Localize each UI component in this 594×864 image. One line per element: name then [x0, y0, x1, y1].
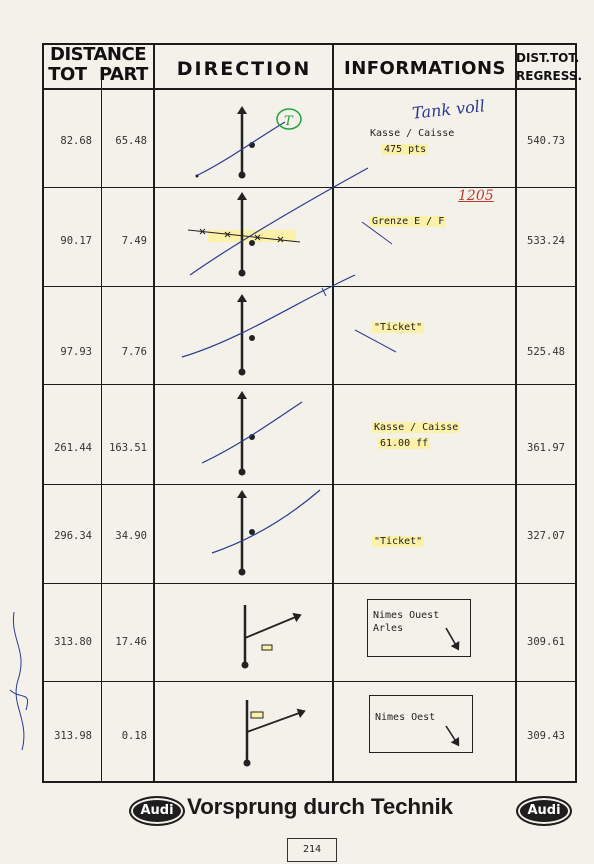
- footer-slogan: Vorsprung durch Technik: [187, 794, 453, 819]
- handwritten-tank-note: Tank voll: [411, 96, 486, 123]
- audi-logo-right: Audi: [516, 796, 572, 826]
- row-7-info-line-1: Nimes Oest: [375, 712, 436, 723]
- row-5-info-line-1: "Ticket": [374, 536, 423, 547]
- row-4-route-diagram: [202, 395, 302, 476]
- row-3-tot: 97.93: [60, 346, 92, 358]
- handwritten-time-note: 1205: [458, 188, 494, 204]
- row-3-info-line-1: "Ticket": [374, 322, 423, 333]
- page-number: 214: [287, 838, 337, 862]
- row-1-regress: 540.73: [527, 135, 565, 147]
- row-6-part: 17.46: [115, 636, 147, 648]
- header-distance-label: DISTANCE: [50, 44, 146, 65]
- row-2-route-diagram: [188, 168, 392, 277]
- handwritten-circle-letter: T: [284, 114, 293, 129]
- row-6-info-line-1: Nimes Ouest: [373, 610, 440, 621]
- margin-doodle: [10, 612, 28, 750]
- header-regress-label: REGRESS.: [516, 69, 583, 83]
- row-6-regress: 309.61: [527, 636, 565, 648]
- row-3-route-diagram: [182, 275, 396, 376]
- row-1-part: 65.48: [115, 135, 147, 147]
- row-3-part: 7.76: [121, 346, 147, 358]
- row-7-regress: 309.43: [527, 730, 565, 742]
- row-6-route-diagram: [242, 605, 458, 669]
- audi-logo-left: Audi: [129, 796, 185, 826]
- row-4-part: 163.51: [109, 442, 147, 454]
- header-tot-label: TOT: [48, 64, 87, 85]
- row-1-info-line-1: Kasse / Caisse: [370, 128, 455, 139]
- row-4-info-line-2: 61.00 ff: [380, 438, 429, 449]
- header-direction: DIRECTION: [176, 58, 312, 80]
- row-6-tot: 313.80: [54, 636, 92, 648]
- row-7-route-diagram: [244, 700, 458, 767]
- row-5-tot: 296.34: [54, 530, 92, 542]
- row-2-info-line-1: Grenze E / F: [372, 216, 445, 227]
- row-7-part: 0.18: [121, 730, 147, 742]
- row-4-regress: 361.97: [527, 442, 565, 454]
- header-informations: INFORMATIONS: [344, 58, 506, 79]
- row-7-tot: 313.98: [54, 730, 92, 742]
- row-6-info-line-2: Arles: [373, 623, 404, 634]
- row-4-tot: 261.44: [54, 442, 92, 454]
- row-5-regress: 327.07: [527, 530, 565, 542]
- row-4-info-line-1: Kasse / Caisse: [374, 422, 459, 433]
- row-2-regress: 533.24: [527, 235, 565, 247]
- row-5-part: 34.90: [115, 530, 147, 542]
- row-5-route-diagram: [212, 490, 320, 576]
- row-2-part: 7.49: [121, 235, 147, 247]
- row-1-tot: 82.68: [60, 135, 92, 147]
- header-part-label: PART: [98, 64, 148, 85]
- header-dist-tot-label: DIST.TOT.: [516, 51, 580, 65]
- row-3-regress: 525.48: [527, 346, 565, 358]
- row-2-tot: 90.17: [60, 235, 92, 247]
- row-1-info-line-2: 475 pts: [384, 144, 427, 155]
